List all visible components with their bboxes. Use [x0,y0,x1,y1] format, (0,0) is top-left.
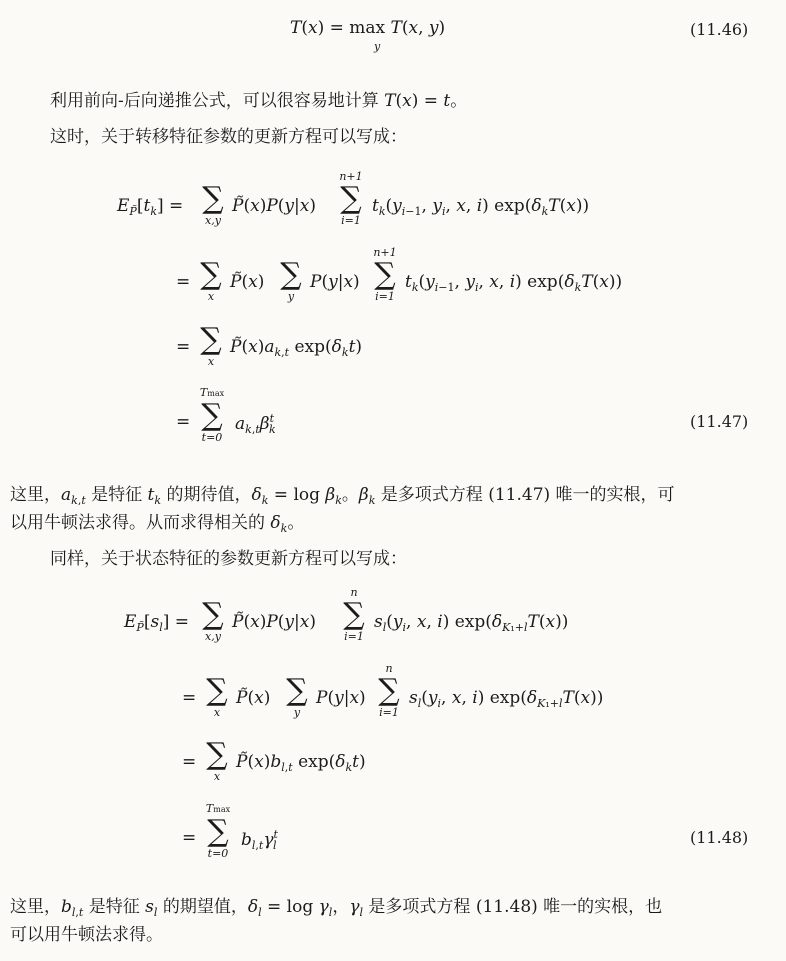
max-subscript: y [374,40,381,53]
eq-11-48-line1-b: $s_l(y_i$, x, i) $\exp(\delta_{K_1+l}T(x))$ [374,612,569,634]
sum-i-n: n ∑ i=1 [343,586,365,643]
paragraph-5: 这里，$b_{l,t}$ 是特征 $s_l$ 的期望值，$\delta_l = \log \gamma_l$，$\gamma_l$ 是多项式方程 (11.48) 唯一的实根，也 [10,897,663,919]
eq-11-48-line4-a: $b_{l,t}\gamma^t_l$ [241,828,278,852]
sum-i-n1-2: n+1 ∑ i=1 [373,246,397,303]
eq-11-48-line3: = [182,752,197,772]
eq-11-48-line2-a: P̃(x) [236,688,271,708]
eq-11-48-line2-c: $s_l(y_i$, x, i) $\exp(\delta_{K_1+l}T(x))$ [409,688,604,710]
paragraph-4: 同样，关于状态特征的参数更新方程可以写成： [50,549,407,569]
eq-11-48-line1-a: P̃(x)P(y|x) [232,612,316,632]
sum-xy-b: ∑ x,y [202,597,224,643]
sum-x-b2: ∑ x [206,673,228,719]
eq-11-47-line1-b: $t_k(y_{i-1}$, $y_i$, x, i) $\exp(\delta_kT(x))$ [372,196,590,218]
eq-11-48-lhs: $E_{P̃}[s_l]$ = [124,612,190,634]
equation-number-11-48: (11.48) [690,828,749,847]
paragraph-5b: 可以用牛顿法求得。 [10,925,163,945]
sum-x-2: ∑ x [200,257,222,303]
eq-11-48-line2-b: P(y|x) [316,688,366,708]
paragraph-1: 利用前向-后向递推公式，可以很容易地计算 T(x) = t。 [50,91,468,111]
equation-number-11-47: (11.47) [690,412,749,431]
sum-y-2: ∑ y [280,257,302,303]
eq-11-47-line2-a: P̃(x) [230,272,265,292]
eq-11-48-line3-a: $P̃(x)b_{l,t}$ $\exp(\delta_kt)$ [236,752,366,774]
sum-i-n-b2: n ∑ i=1 [378,662,400,719]
eq-11-47-line2-b: P(y|x) [310,272,360,292]
sum-i-n1: n+1 ∑ i=1 [339,170,363,227]
eq-11-47-lhs: $E_{P̃}[t_k]$ = [117,196,184,218]
eq-11-47-line2-c: $t_k(y_{i-1}$, $y_i$, x, i) $\exp(\delta_kT(x))$ [405,272,623,294]
equation-number-11-46: (11.46) [690,20,749,39]
paragraph-3b: 以用牛顿法求得。从而求得相关的 $\delta_k$。 [10,513,305,535]
eq-11-47-line3-a: $P̃(x)a_{k,t}$ $\exp(\delta_kt)$ [230,337,363,359]
sum-t-tmax-b: Tmax ∑ t=0 [205,802,231,860]
paragraph-3: 这里，$a_{k,t}$ 是特征 $t_k$ 的期待值，$\delta_k = \log \beta_k$。$\beta_k$ 是多项式方程 (11.47) 唯一的实根，可 [10,485,675,507]
eq-11-48-line2: = [182,688,197,708]
eq-11-47-line3: = [176,337,191,357]
eq-11-47-line1-a: P̃(x)P(y|x) [232,196,316,216]
eq-11-47-line2: = [176,272,191,292]
equation-11-46: T(x) = max T(x, y) [290,18,446,38]
sum-x-b3: ∑ x [206,737,228,783]
eq-11-47-line4: = [176,412,191,432]
sum-x-3: ∑ x [200,322,222,368]
sum-xy: ∑ x,y [202,181,224,227]
eq-11-48-line4: = [182,828,197,848]
paragraph-2: 这时，关于转移特征参数的更新方程可以写成： [50,127,407,147]
sum-y-b2: ∑ y [286,673,308,719]
max-operator: max [349,18,386,38]
sum-t-tmax: Tmax ∑ t=0 [199,386,225,444]
eq-11-47-line4-a: $a_{k,t}\beta^t_k$ [235,412,276,436]
